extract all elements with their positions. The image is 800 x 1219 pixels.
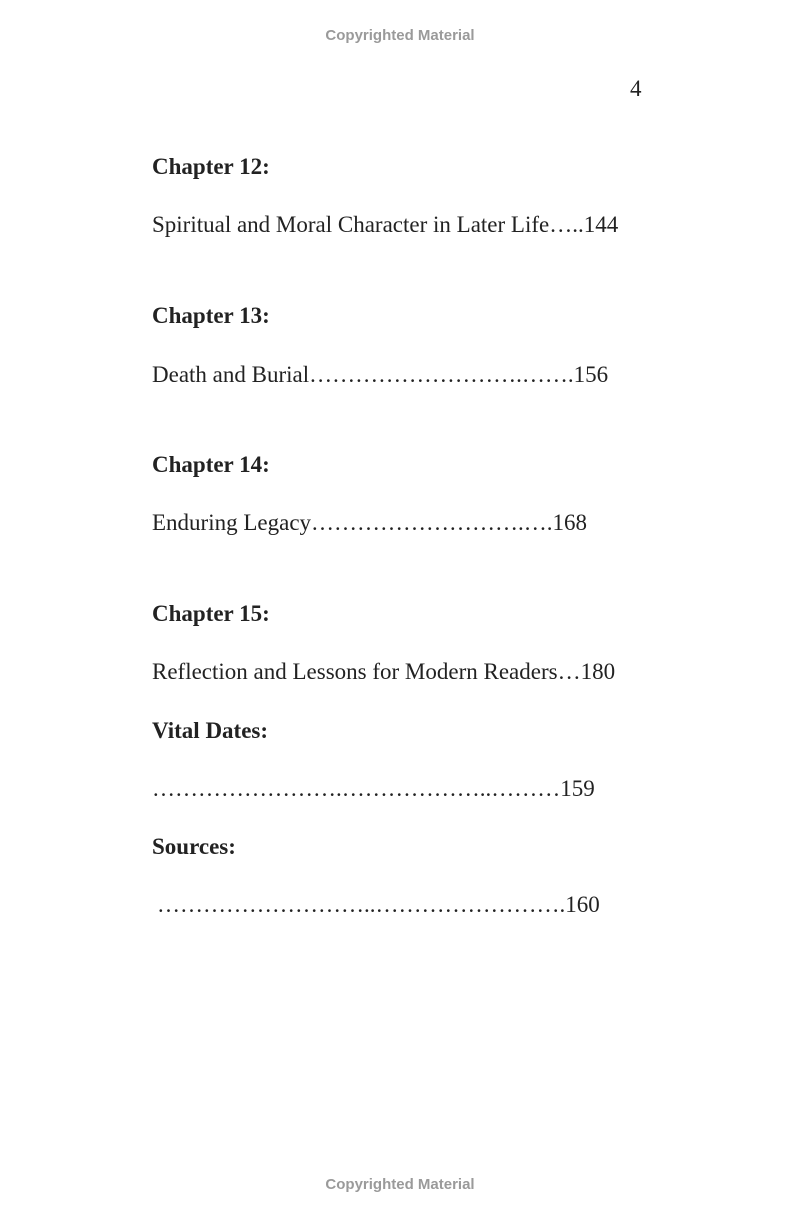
sources-heading: Sources: — [152, 834, 236, 859]
chapter-13-heading: Chapter 13: — [152, 303, 270, 328]
copyright-watermark-top: Copyrighted Material — [325, 27, 475, 44]
chapter-12-heading: Chapter 12: — [152, 154, 270, 179]
sources-entry: ………………………..…………………….160 — [157, 892, 600, 917]
chapter-12-entry: Spiritual and Moral Character in Later Life…..144 — [152, 212, 619, 237]
vital-dates-heading: Vital Dates: — [152, 718, 269, 743]
chapter-14-heading: Chapter 14: — [152, 452, 270, 477]
page-number: 4 — [630, 76, 642, 101]
chapter-14-entry: Enduring Legacy……………………….….168 — [152, 510, 588, 535]
chapter-15-entry: Reflection and Lessons for Modern Readers…180 — [152, 659, 616, 684]
vital-dates-entry: …………………….………………..………159 — [152, 776, 595, 801]
chapter-13-entry: Death and Burial……………………….…….156 — [152, 362, 609, 387]
chapter-15-heading: Chapter 15: — [152, 601, 270, 626]
copyright-watermark-bottom: Copyrighted Material — [325, 1176, 475, 1193]
